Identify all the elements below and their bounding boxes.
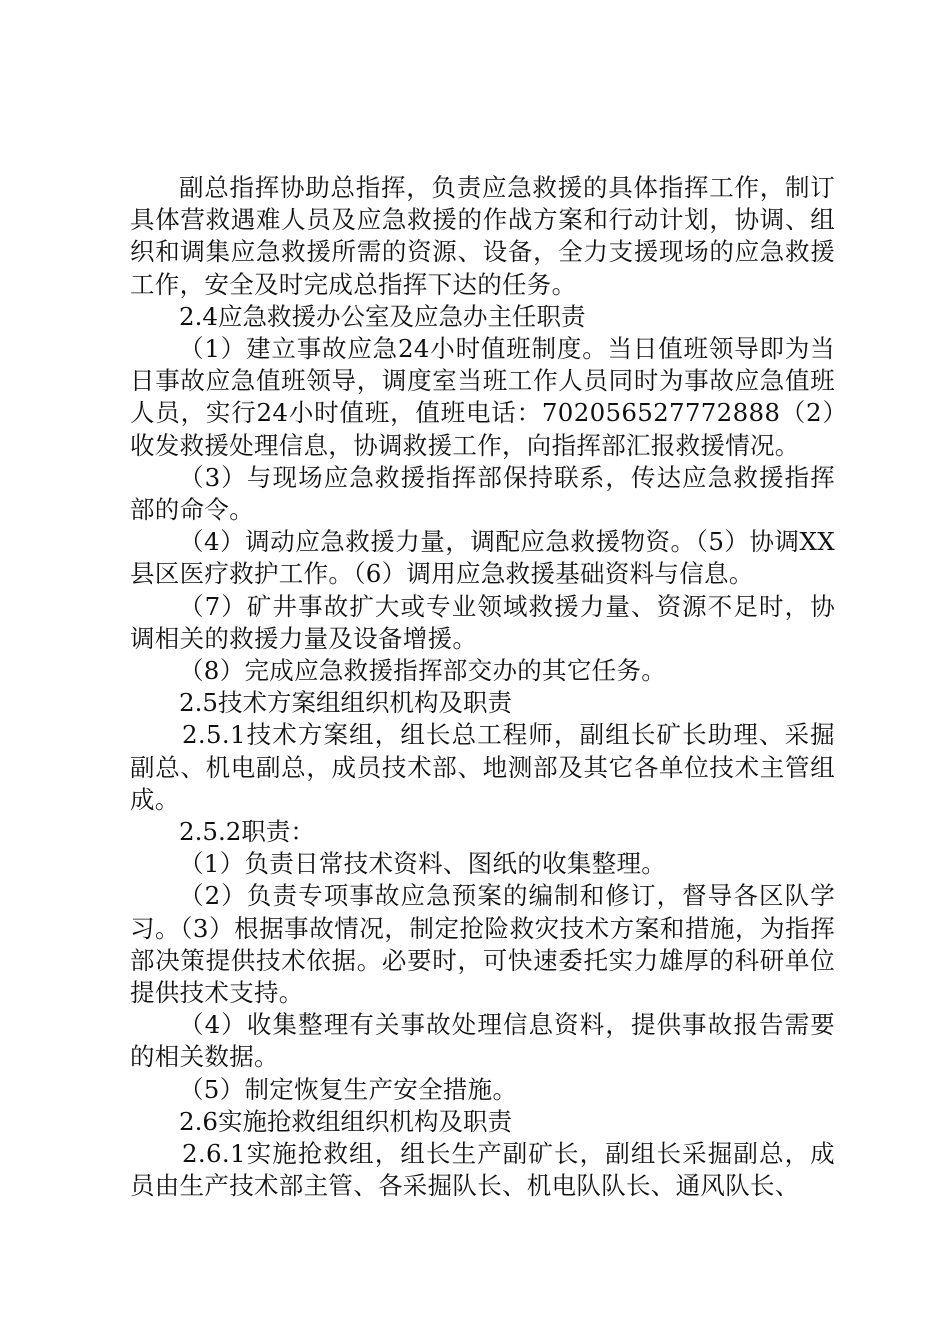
- paragraph-duty-system: （1）建立事故应急24小时值班制度。当日值班领导即为当日事故应急值班领导，调度室当班工作人员同时为事故应急值班人员，实行24小时值班，值班电话：70205652777288​8（2）收发救援处理信息，协调救援工作，向指挥部汇报救援情况。: [130, 334, 835, 460]
- section-heading-2-6: 2.6实施抢救组组织机构及职责: [179, 1106, 512, 1136]
- paragraph-tech-duty-5: （5）制定恢复生产安全措施。: [179, 1074, 518, 1104]
- paragraph-reinforcement: （7）矿井事故扩大或专业领域救援力量、资源不足时，协调相关的救援力量及设备增援。: [130, 591, 835, 653]
- section-heading-2-4: 2.4应急救援办公室及应急办主任职责: [179, 301, 586, 331]
- paragraph-mobilize: （4）调动应急救援力量，调配应急救援物资。（5）协调XX县区医疗救护工作。（6）调用应急救援基础资料与信息。: [130, 527, 835, 589]
- paragraph-tech-duty-1: （1）负责日常技术资料、图纸的收集整理。: [179, 849, 667, 879]
- paragraph-tech-duty-2-3: （2）负责专项事故应急预案的编制和修订，督导各区队学习。（3）根据事故情况，制定抢险救灾技术方案和措施，为指挥部决策提供技术依据。必要时，可快速委托实力雄厚的科研单位提供技术支持。: [130, 881, 835, 1008]
- paragraph-tech-group: 2.5.1技术方案组，组长总工程师，副组长矿长助理、采掘副总、机电副总，成员技术部、地测部及其它各单位技术主管组成。: [130, 720, 835, 814]
- paragraph-tech-duty-4: （4）收集整理有关事故处理信息资料，提供事故报告需要的相关数据。: [130, 1010, 835, 1072]
- paragraph-liaison: （3）与现场应急救援指挥部保持联系，传达应急救援指挥部的命令。: [130, 462, 835, 525]
- paragraph-deputy-commander: 副总指挥协助总指挥，负责应急救援的具体指挥工作，制订具体营救遇难人员及应急救援的作战方案和行动计划，协调、组织和调集应急救援所需的资源、设备，全力支援现场的应急救援工作，安全及时完成总指挥下达的任务。: [130, 173, 835, 299]
- paragraph-other-tasks: （8）完成应急救援指挥部交办的其它任务。: [179, 656, 667, 686]
- section-heading-2-5: 2.5技术方案组组织机构及职责: [179, 688, 512, 718]
- paragraph-rescue-group: 2.6.1实施抢救组，组长生产副矿长，副组长采掘副总，成员由生产技术部主管、各采掘队长、机电队队长、通风队长、: [130, 1139, 835, 1201]
- document-body: [130, 172, 835, 1203]
- section-heading-2-5-2: 2.5.2职责：: [179, 817, 315, 847]
